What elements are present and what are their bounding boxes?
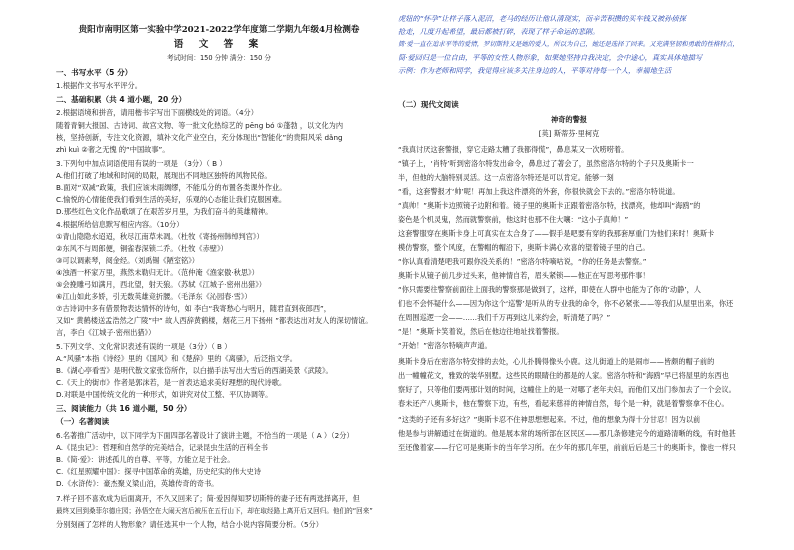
q4-answer-2: ②东风不与周郎便，铜雀春深锁二乔。（杜牧《赤壁》）	[56, 244, 228, 253]
para-9-line-1: “这类的子还有多好这？”奥斯卡忍不住神思想想起来。不过，他的想象为得十分甘忍！因为以前	[398, 415, 701, 424]
q3-option-a: A.他们打破了地域和时间的局限，展现出不同地区独特的风物民俗。	[56, 171, 272, 180]
subject-title: 语 文 答 案	[173, 39, 265, 50]
para-7-line-1: “是！”奥斯卡笑着说，然后在他边往地址找着警报。	[398, 327, 564, 336]
para-7-line-2: “开始！”密洛尔特嘀声声道。	[398, 341, 492, 350]
q5-option-d: D.对联是中国传统文化的一种形式，如讲究对仗工整、平仄协调等。	[56, 390, 273, 399]
section-2-heading: 二、基础积累（共 4 道小题，20 分）	[56, 95, 187, 104]
q4-answer-4: ④浊酒一杯家万里，燕然未勒归无计。（范仲淹《渔家傲·秋思》）	[56, 268, 259, 277]
para-2-line-1: “看，这套警报才‘帅’呢！再加上我这件漂亮的外套，你很快就会下去的。”密洛尔特说道。	[398, 187, 680, 196]
q2-text-2: 核，坚持创新，专注文化资源，填补文化产业空白，充分体现出“智能化”的贵阳风采 dǎng	[56, 133, 343, 142]
q6-option-b: B.《简·爱》：讲述孤儿的自尊、平等，方能立足于社会。	[56, 455, 235, 464]
q4-answer-7b: 又如“ 黄鹤楼送孟浩然之广陵”中“ 故人西辞黄鹤楼，烟花三月下扬州 ”都表达出对友人的深切情谊。	[56, 316, 373, 325]
answer-line-3: 简·爱一直在追求平等的爱情，罗切斯特又是她的爱人，所以为自己，她还是选择了回来。又充满坚韧和勇敢的性格特点，	[398, 40, 739, 48]
para-8-line-2: 出一幢幢花文，雅致的装华别墅。这些民的眼睛住的都是的人家。密洛尔特和“海鸥”早已将屋里的东西也	[398, 371, 729, 380]
exam-info: 考试时间：150 分钟 满分：150 分	[167, 54, 271, 62]
q7-prompt-2: 最终又回到桑菲尔德庄园；孙悟空在大闹天宫后被压在五行山下，却在取经路上离开后又回归。他们的“回来”	[56, 507, 373, 515]
q4-answer-7a: ⑦古诗词中多有借景物表达情怀的诗句，如 李白“我寄愁心与明月，随君直到夜郎西”，	[56, 304, 331, 313]
story-author: [英] 斯蒂芬·里柯克	[538, 129, 600, 138]
section-3-heading: 三、阅读能力（共 16 道小题，50 分）	[56, 404, 192, 413]
para-6-line-3: 在周围巡逻一会——……我们千万再到这儿来约会，听清楚了吗？”	[398, 313, 611, 322]
q4-prompt: 4.根据所给信息默写相应内容。（10分）	[56, 220, 184, 229]
para-5-line-2: 奥斯卡从镜子前几步过头来，他神情自若，眉头紧锁——他正在写思考那件事！	[398, 271, 650, 280]
q2-text-1: 随着青铜大报国、古诗词、故宫文物、等一批文化热综艺的 pēng bó ①蓬勃 ，以文化为内	[56, 121, 344, 130]
answer-line-1: 虎妞的“怀孕”让样子落入泥沼，老马的经历让他认清现实，而辛苦积攒的买车钱又被孙侦探	[398, 14, 686, 23]
q6-option-c: C.《红星照耀中国》：探寻中国革命的英雄，历史纪实的伟大史诗	[56, 467, 261, 476]
para-8-line-1: 奥斯卡身后在密洛尔特安排的去处，心儿扑腾得像头小鹿。这儿街道上的是闹市——皆颇的帽子前的	[398, 357, 715, 366]
para-8-line-3: 察好了，只等他们要两那计划的时间，这幢住上的是一对哪了老年夫妇，而他们又出门参加去了一个会议。	[398, 385, 736, 394]
q6-prompt: 6.名著推广活动中，以下同学为下面四部名著设计了演讲主题，不恰当的一项是（ A ）（2分）	[56, 431, 354, 440]
para-6-line-1: “你只需要往警察前面往上面我的警察那是做到了，这样，即使在人群中也能为了你的‘动静’，人	[398, 285, 701, 294]
q5-option-b: B.《湖心亭看雪》是明代散文家张岱所作，以白描手法写出大雪后的西湖美景《武陵》。	[56, 366, 333, 375]
para-4-line-1: 这套警服穿在奥斯卡身上可真实在太合身了——假手是吧要有穿的我那套厚重门为他们来时！奥斯卡	[398, 229, 715, 238]
q6-option-d: D.《水浒传》：豪杰聚义梁山泊，英雄传奇的奇书。	[56, 479, 219, 488]
q5-prompt: 5.下列文学、文化常识表述有误的一项是（3分）（ B ）	[56, 342, 232, 351]
q3-option-b: B.面对“双减”政策，我们应该未雨绸缪，不能瓜分的布置各类课外作业。	[56, 183, 287, 192]
para-1-line-3: 半，但他的大脑特别灵活。这一点密洛尔特还是可以肯定。能够一刻	[398, 173, 614, 182]
para-9-line-3: 至还像着家——行它可是奥斯卡的当年学习所。在少年的那几年里，前前后后是三十的奥斯卡，像也一样只	[398, 443, 736, 452]
q2-prompt: 2.根据语境和拼音，请用楷书字写出下面横线处的词语。（4分）	[56, 108, 258, 117]
para-3-line-2: 姿色是个机灵鬼，然而就警察前，他这时也那不住大嚷：“这小子真帅！”	[398, 215, 629, 224]
para-6-line-2: 们也不会怀疑什么——因为你这个‘巡警’是听从的专业我的命令，你不必紧张——等我们从屋里出来，你还	[398, 299, 734, 308]
para-9-line-2: 他是参与讲解通过在街道的。他是展本常的场所部在区民区——那几条修建完今的道路清晰的线，有时他甚	[398, 429, 736, 438]
answer-line-4: 简·爱回归是一位自由，平等的女性人物形象，如果她坚持自我决定，会中途心，真实具体地描写	[398, 53, 703, 62]
right-column	[398, 0, 740, 550]
para-1-line-1: “我真讨厌这套警报，穿它走路太糟了我都得慌”，鼻息某又一次唠唠着。	[398, 145, 629, 154]
q4-answer-6: ⑥江山如此多娇，引无数英雄竞折腰。（毛泽东《沁园春·雪》）	[56, 292, 252, 301]
para-4-line-2: 模仿警察，整个风度，在警帽的帽沿下，奥斯卡满心欢喜的望着镜子里的自己。	[398, 243, 650, 252]
q6-option-a: A.《昆虫记》：哲理和自然学的完美结合，记录昆虫生活的百科全书	[56, 443, 268, 452]
header-title: 贵阳市南明区第一实验中学2021-2022学年度第二学期九年级4月检测卷	[78, 25, 360, 35]
para-1-line-2: “镇子上，‘肖特’听到密洛尔特发出命令，鼻息过了著会了，虽然密洛尔特的个子只及奥斯卡一	[398, 159, 694, 168]
para-8-line-4: 春未还产八奥斯卡，他在警察下边，有些，看起来慈祥的神情自然，每个是一种，就是着警察拿不住心。	[398, 399, 729, 408]
q3-prompt: 3.下列句中加点词语使用有误的一项是 （3分）（ B ）	[56, 159, 227, 168]
subsection-1-heading: （一）名著阅读	[56, 417, 110, 426]
q4-answer-1: ①青山隐隐水迢迢，秋尽江南草未凋。（杜牧《寄扬州韩绰判官》）	[56, 232, 264, 241]
q1-text: 1.根据作文书写水平评分。	[56, 81, 142, 90]
left-column	[56, 0, 382, 550]
q4-answer-5: ⑤会挽雕弓如满月，西北望，射天狼。（苏轼《江城子·密州出猎》）	[56, 280, 266, 289]
answer-line-2: 抢走，几度升起希望，最后都被打碎，表现了样子命运的悲剧。	[398, 27, 600, 36]
q4-answer-3: ③可以调素琴，阅金经。（刘禹锡《陋室铭》）	[56, 256, 199, 265]
q3-option-c: C.愉悦的心情能使我们看到生活的美好，乐观的心态能让我们克服困难。	[56, 195, 287, 204]
q3-option-d: D.那些红色文化作品歌颂了在艰苦岁月里，为我们奋斗的英雄精神。	[56, 207, 273, 216]
para-3-line-1: “真帅！”奥斯卡边照镜子边附和着。镜子里的奥斯卡正跟着密洛尔特，找漂亮，他却叫“海鸥”的	[398, 201, 701, 210]
q4-answer-7c: 言，李白《江城子·密州出猎》）	[56, 328, 156, 337]
q7-prompt-1: 7.样子回不喜欢成为后面离开，不久又回来了；简·爱因得知罗切斯特的妻子还有两选择离开，但	[56, 494, 360, 503]
story-title: 神奇的警报	[551, 115, 587, 124]
subsection-2-heading: （二）现代文阅读	[398, 100, 459, 109]
q5-option-c: C.《天上的街市》作者是郭沫若，是一首表达追求美好理想的现代诗歌。	[56, 378, 287, 387]
q2-text-3: zhì kuì ②奢之无愧 的“中国故事”。	[56, 145, 170, 154]
q5-option-a: A.“风骚”本指《诗经》里的《国风》和《楚辞》里的《离骚》，后泛指文学。	[56, 354, 297, 363]
q7-prompt-3: 分别刻画了怎样的人物形象？请任选其中一个人物，结合小说内容简要分析。（5分）	[56, 520, 323, 529]
answer-line-5: 示例：作为老师和同学，我觉得应该多关注身边的人，平等对待每一个人，幸福地生活	[398, 66, 672, 75]
section-1-heading: 一、书写水平（5 分）	[56, 68, 133, 77]
para-5-line-1: “你认真看清楚吧我可跟你没关系的！”密洛尔特嘀咕说，“你的任务是去警察。”	[398, 257, 647, 266]
